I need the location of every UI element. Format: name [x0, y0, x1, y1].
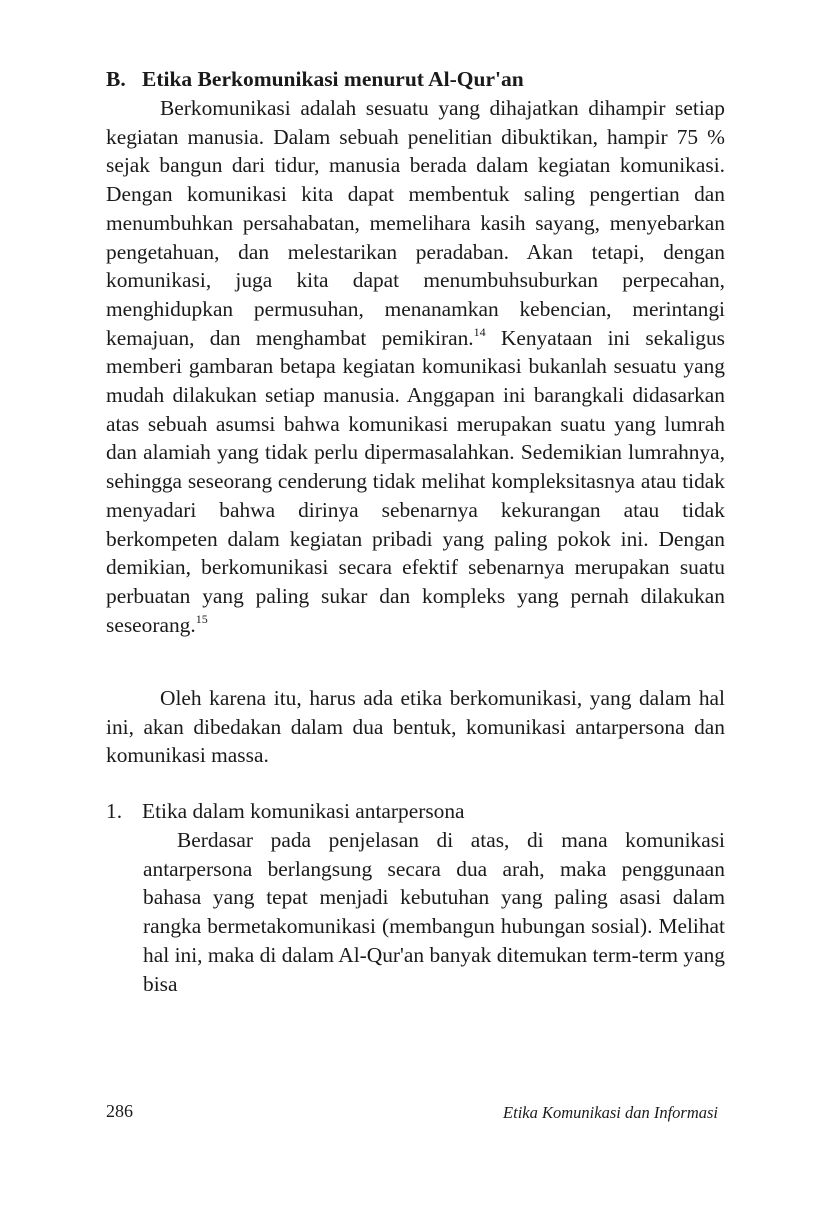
- page-number: 286: [106, 1101, 133, 1121]
- section-heading: [106, 62, 726, 96]
- footnote-ref-14[interactable]: 14: [473, 324, 486, 339]
- running-title: Etika Komunikasi dan Informasi: [503, 1103, 718, 1122]
- paragraph-1: [106, 94, 725, 639]
- list-item-number: 1.: [106, 799, 123, 823]
- paragraph-2-text: Oleh karena itu, harus ada etika berkomunikasi, yang dalam hal ini, akan dibedakan dalam dua bentuk, komunikasi antarpersona dan komunikasi massa.: [106, 686, 725, 768]
- section-title: Etika Berkomunikasi menurut Al-Qur'an: [142, 67, 524, 91]
- footnote-ref-15[interactable]: 15: [195, 611, 208, 626]
- list-item-text: Berdasar pada penjelasan di atas, di mana komunikasi antarpersona berlangsung secara dua arah, maka penggunaan bahasa yang tepat menjadi kebutuhan yang paling asasi dalam rangka bermetakomunikasi (membangun hubungan sosial). Melihat hal ini, maka di dalam Al-Qur'an banyak ditemukan term-term yang bisa: [143, 828, 725, 996]
- paragraph-1-text-b: Kenyataan ini sekaligus memberi gambaran betapa kegiatan komunikasi bukanlah sesuatu yang mudah dilakukan setiap manusia. Anggapan ini barangkali didasarkan atas sebuah asumsi bahwa komunikasi merupakan suatu yang lumrah dan alamiah yang tidak perlu dipermasalahkan. Sedemikian lumrahnya, sehingga seseorang cenderung tidak melihat kompleksitasnya atau tidak menyadari bahwa dirinya sebenarnya kekurangan atau tidak berkompeten dalam kegiatan pribadi yang paling pokok ini. Dengan demikian, berkomunikasi secara efektif sebenarnya merupakan suatu perbuatan yang paling sukar dan kompleks yang pernah dilakukan seseorang.: [106, 325, 726, 637]
- list-item-heading: [106, 797, 725, 826]
- page-footer: [106, 1101, 718, 1127]
- paragraph-1-text-a: Berkomunikasi adalah sesuatu yang dihajatkan dihampir setiap kegiatan manusia. Dalam sebuah penelitian dibuktikan, hampir 75 % sejak bangun dari tidur, manusia berada dalam kegiatan komunikasi. Dengan komunikasi kita dapat membentuk saling pengertian dan menumbuhkan persahabatan, memelihara kasih sayang, menyebarkan pengetahuan, dan melestarikan peradaban. Akan tetapi, dengan komunikasi, juga kita dapat menumbuhsuburkan perpecahan, menghidupkan permusuhan, menanamkan kebencian, merintangi kemajuan, dan menghambat pemikiran.: [106, 96, 725, 350]
- list-item-paragraph: [143, 826, 725, 998]
- paragraph-2: [106, 684, 725, 770]
- section-number: B.: [106, 67, 126, 91]
- list-item-title: Etika dalam komunikasi antarpersona: [142, 799, 465, 823]
